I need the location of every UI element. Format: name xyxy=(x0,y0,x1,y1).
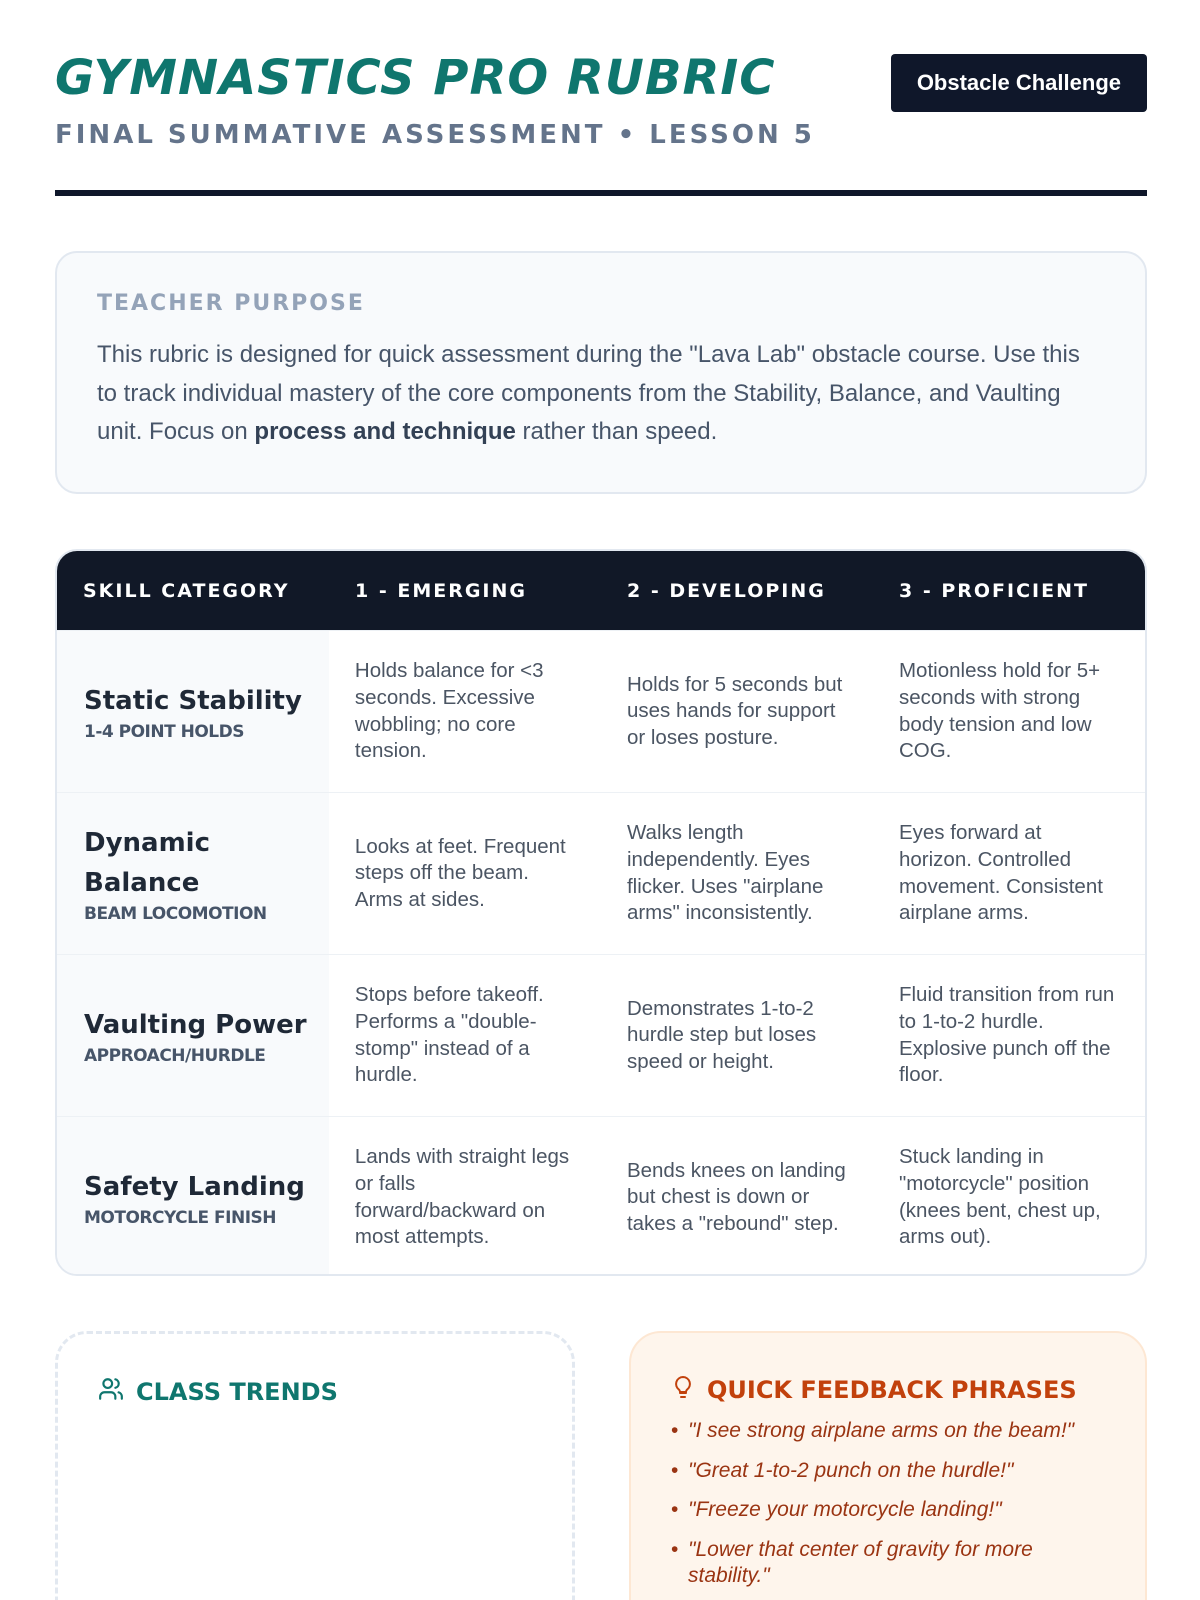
page-subtitle: FINAL SUMMATIVE ASSESSMENT • LESSON 5 xyxy=(55,120,815,150)
lightbulb-icon xyxy=(671,1373,695,1406)
emerging-cell: Looks at feet. Frequent steps off the beam. Arms at sides. xyxy=(354,834,566,911)
list-item: • "Freeze your motorcycle landing!" xyxy=(671,1497,1105,1524)
skill-category-cell xyxy=(57,955,329,1116)
rubric-table xyxy=(55,549,1147,1276)
teacher-purpose-text xyxy=(97,336,1105,452)
header-proficient: 3 - PROFICIENT xyxy=(899,579,1089,602)
skill-category-cell xyxy=(57,1117,329,1276)
developing-cell: Walks length independently. Eyes flicker. Uses "airplane arms" inconsistently. xyxy=(626,821,824,925)
rubric-header-row xyxy=(57,551,1145,630)
skill-category-cell xyxy=(57,793,329,954)
page-header xyxy=(55,48,1147,198)
header-divider xyxy=(55,190,1147,196)
proficient-cell: Eyes forward at horizon. Controlled movement. Consistent airplane arms. xyxy=(898,821,1103,925)
purpose-text-bold: process and technique xyxy=(254,418,516,445)
emerging-cell: Lands with straight legs or falls forward/backward on most attempts. xyxy=(354,1145,570,1249)
table-row xyxy=(57,630,1145,792)
table-row xyxy=(57,954,1145,1116)
teacher-purpose-label: TEACHER PURPOSE xyxy=(97,291,365,316)
skill-name: Vaulting Power xyxy=(84,1010,307,1040)
skill-category-cell xyxy=(57,631,329,792)
table-row xyxy=(57,1116,1145,1276)
class-trends-card xyxy=(55,1331,575,1600)
list-item: • "I see strong airplane arms on the beam!" xyxy=(671,1418,1105,1445)
quick-feedback-header xyxy=(671,1373,1105,1406)
skill-name: Static Stability xyxy=(84,686,302,716)
class-trends-title: CLASS TRENDS xyxy=(136,1377,338,1406)
purpose-text-part: rather than speed. xyxy=(515,418,718,445)
users-icon xyxy=(98,1376,124,1407)
list-item: • "Great 1-to-2 punch on the hurdle!" xyxy=(671,1458,1105,1485)
quick-feedback-card xyxy=(629,1331,1147,1600)
quick-feedback-title: QUICK FEEDBACK PHRASES xyxy=(707,1375,1077,1404)
class-trends-header xyxy=(98,1376,338,1407)
proficient-cell: Motionless hold for 5+ seconds with strong body tension and low COG. xyxy=(898,659,1101,763)
table-row xyxy=(57,792,1145,954)
developing-cell: Bends knees on landing but chest is down or takes a "rebound" step. xyxy=(626,1158,846,1235)
header-emerging: 1 - EMERGING xyxy=(355,579,527,602)
proficient-cell: Fluid transition from run to 1-to-2 hurdle. Explosive punch off the floor. xyxy=(898,983,1115,1087)
header-developing: 2 - DEVELOPING xyxy=(627,579,826,602)
skill-subtitle: BEAM LOCOMOTION xyxy=(84,904,267,924)
skill-subtitle: 1-4 POINT HOLDS xyxy=(84,722,244,742)
emerging-cell: Stops before takeoff. Performs a "double-stomp" instead of a hurdle. xyxy=(354,983,544,1087)
page-title: GYMNASTICS PRO RUBRIC xyxy=(55,50,776,106)
teacher-purpose-card xyxy=(55,251,1147,494)
proficient-cell: Stuck landing in "motorcycle" position (knees bent, chest up, arms out). xyxy=(898,1145,1101,1249)
skill-subtitle: APPROACH/HURDLE xyxy=(84,1046,266,1066)
emerging-cell: Holds balance for <3 seconds. Excessive wobbling; no core tension. xyxy=(354,659,544,763)
skill-name: Safety Landing xyxy=(84,1172,305,1202)
feedback-phrase-list xyxy=(671,1418,1105,1590)
list-item: • "Lower that center of gravity for more stability." xyxy=(671,1537,1105,1590)
skill-subtitle: MOTORCYCLE FINISH xyxy=(84,1208,276,1228)
obstacle-challenge-badge: Obstacle Challenge xyxy=(891,54,1147,112)
developing-cell: Holds for 5 seconds but uses hands for support or loses posture. xyxy=(626,672,843,749)
skill-name: Dynamic Balance xyxy=(84,828,211,898)
header-skill-category: SKILL CATEGORY xyxy=(83,579,290,602)
developing-cell: Demonstrates 1-to-2 hurdle step but loses speed or height. xyxy=(626,996,817,1073)
purpose-text-part: This rubric is designed for quick assessment during the "Lava Lab" obstacle course. Use this to track individual mastery of the core components from the Stability, Balance, and Vaulting unit. Focus on xyxy=(97,341,1080,445)
